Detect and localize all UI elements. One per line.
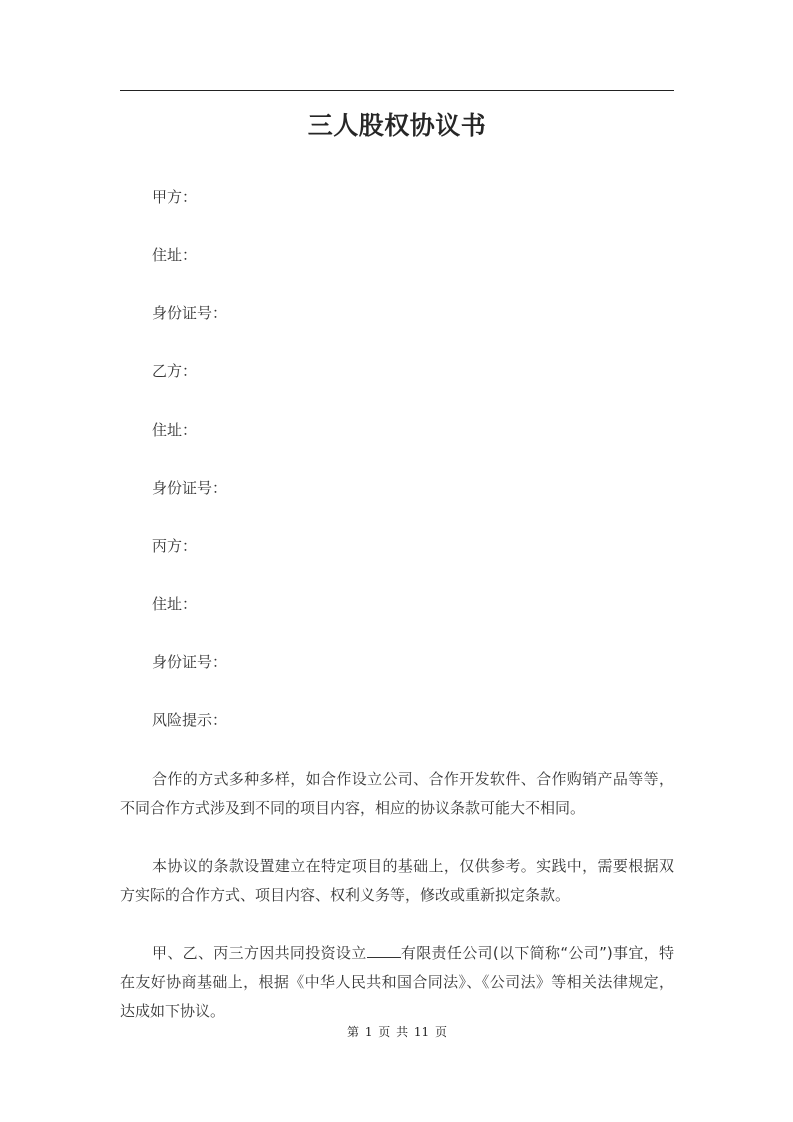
risk-notice-label: 风险提示： [152, 711, 228, 729]
party-b-label: 乙方： [152, 362, 198, 380]
paragraph-cooperation: 合作的方式多种多样，如合作设立公司、合作开发软件、合作购销产品等等，不同合作方式涉及到不同的项目内容，相应的协议条款可能大不相同。 [120, 770, 674, 817]
paragraph-agreement [120, 939, 674, 1026]
paragraph-reference: 本协议的条款设置建立在特定项目的基础上，仅供参考。实践中，需要根据双方实际的合作方式、项目内容、权利义务等，修改或重新拟定条款。 [120, 857, 674, 904]
party-a-label: 甲方： [152, 188, 198, 206]
party-b-id-label: 身份证号： [152, 479, 228, 497]
company-name-blank [367, 943, 401, 958]
agreement-text-start: 甲、乙、丙三方因共同投资设立 [152, 944, 367, 962]
party-c-id-label: 身份证号： [152, 653, 228, 671]
party-c-label: 丙方： [152, 537, 198, 555]
agreement-text-end: 有限责任公司(以下简称“公司”)事宜，特在友好协商基础上，根据《中华人民共和国合同法》、《公司法》等相关法律规定，达成如下协议。 [120, 944, 674, 1020]
page-footer: 第 1 页 共 11 页 [347, 1025, 447, 1039]
party-a-id-label: 身份证号： [152, 304, 228, 322]
party-c-address-label: 住址： [152, 595, 198, 613]
header-rule [120, 90, 674, 91]
party-b-address-label: 住址： [152, 421, 198, 439]
document-title: 三人股权协议书 [307, 111, 487, 140]
party-a-address-label: 住址： [152, 246, 198, 264]
